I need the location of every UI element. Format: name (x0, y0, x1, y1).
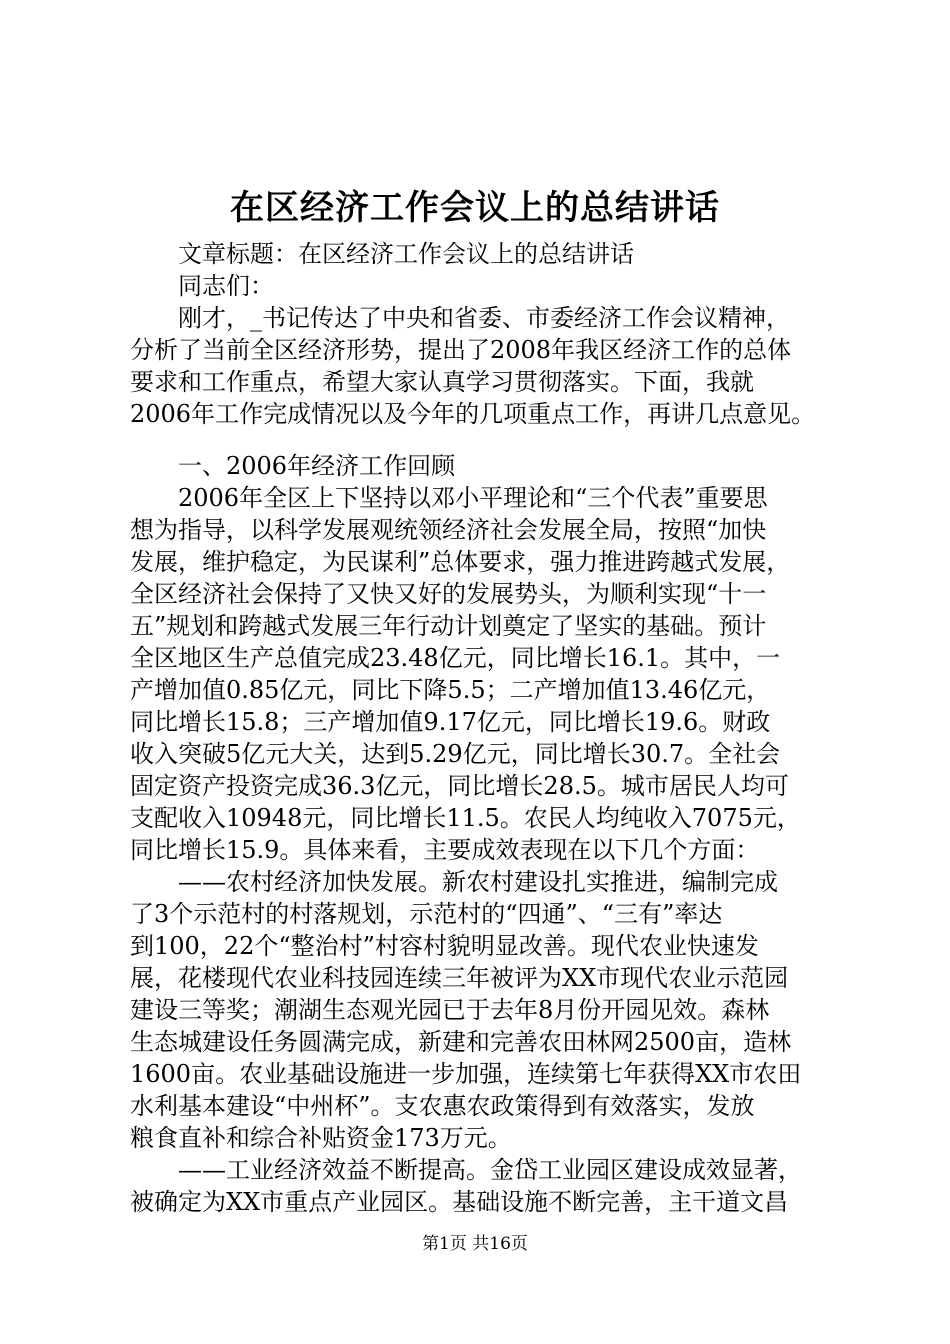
text-line: 建设三等奖；潮湖生态观光园已于去年8月份开园见效。森林 (130, 996, 770, 1024)
paragraph-gap (130, 430, 840, 450)
text-line: 想为指导，以科学发展观统领经济社会发展全局，按照“加快 (130, 516, 767, 544)
text-line: 同比增长15.8；三产增加值9.17亿元，同比增长19.6。财政 (130, 708, 771, 736)
text-line: 同志们： (178, 272, 274, 300)
text-line: 2006年工作完成情况以及今年的几项重点工作，再讲几点意见。 (130, 400, 816, 428)
text-line: 固定资产投资完成36.3亿元，同比增长28.5。城市居民人均可 (130, 772, 789, 800)
text-line: 水利基本建设“中州杯”。支农惠农政策得到有效落实，发放 (130, 1092, 755, 1120)
document-body (130, 238, 840, 1218)
document-title: 在区经济工作会议上的总结讲话 (230, 188, 720, 228)
text-line: 支配收入10948元，同比增长11.5。农民人均纯收入7075元， (130, 804, 801, 832)
text-line: 分析了当前全区经济形势，提出了2008年我区经济工作的总体 (130, 336, 792, 364)
text-line: 了3个示范村的村落规划，示范村的“四通”、“三有”率达 (130, 900, 723, 928)
text-line: 要求和工作重点，希望大家认真学习贯彻落实。下面，我就 (130, 368, 754, 396)
text-line: 2006年全区上下坚持以邓小平理论和“三个代表”重要思 (178, 484, 768, 512)
text-line: 发展，维护稳定，为民谋利”总体要求，强力推进跨越式发展， (130, 548, 791, 576)
text-line: 1600亩。农业基础设施进一步加强，连续第七年获得XX市农田 (130, 1060, 802, 1088)
text-line: 生态城建设任务圆满完成，新建和完善农田林网2500亩，造林 (130, 1028, 792, 1056)
page-footer: 第1页 共16页 (422, 1234, 528, 1254)
text-line: 全区经济社会保持了又快又好的发展势头，为顺利实现“十一 (130, 580, 767, 608)
text-line: 刚才，_书记传达了中央和省委、市委经济工作会议精神， (178, 304, 790, 332)
text-line: 产增加值0.85亿元，同比下降5.5；二产增加值13.46亿元， (130, 676, 771, 704)
text-line: 被确定为XX市重点产业园区。基础设施不断完善，主干道文昌 (130, 1188, 789, 1216)
text-line: 收入突破5亿元大关，达到5.29亿元，同比增长30.7。全社会 (130, 740, 781, 768)
text-line: 展，花楼现代农业科技园连续三年被评为XX市现代农业示范园 (130, 964, 789, 992)
text-line: 全区地区生产总值完成23.48亿元，同比增长16.1。其中，一 (130, 644, 781, 672)
text-line: ——农村经济加快发展。新农村建设扎实推进，编制完成 (178, 868, 778, 896)
text-line: 一、2006年经济工作回顾 (178, 452, 456, 480)
text-line: ——工业经济效益不断提高。金岱工业园区建设成效显著， (178, 1156, 802, 1184)
text-line: 文章标题：在区经济工作会议上的总结讲话 (178, 240, 634, 268)
text-line: 粮食直补和综合补贴资金173万元。 (130, 1124, 512, 1152)
text-line: 同比增长15.9。具体来看，主要成效表现在以下几个方面： (130, 836, 760, 864)
text-line: 到100，22个“整治村”村容村貌明显改善。现代农业快速发 (130, 932, 759, 960)
text-line: 五”规划和跨越式发展三年行动计划奠定了坚实的基础。预计 (130, 612, 767, 640)
